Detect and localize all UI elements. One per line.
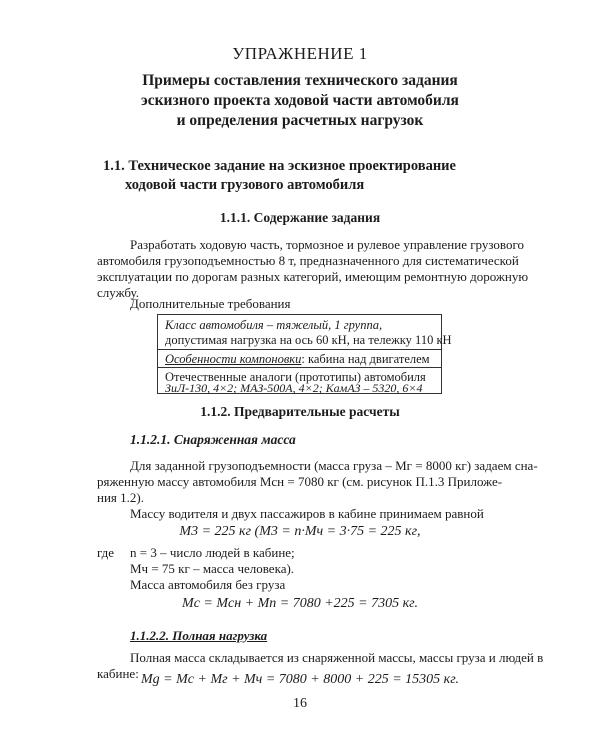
paragraph-line: кабине: (97, 666, 139, 681)
equation-total-mass: Mg = Mс + Mг + Mч = 7080 + 8000 + 225 = 15305 кг. (141, 672, 459, 687)
table-cell-analog-models: ЗиЛ-130, 4×2; МАЗ-500А, 4×2; КамАЗ – 5320, 6×4 (165, 381, 423, 395)
layout-label: Особенности компоновки (165, 352, 302, 366)
paragraph-line: Полная масса складывается из снаряженной массы, массы груза и людей в (130, 650, 544, 665)
equation-driver-mass: M3 = 225 кг (M3 = n·Mч = 3·75 = 225 кг, (179, 524, 421, 539)
paragraph-line: ряженную массу автомобиля Mсн = 7080 кг (см. рисунок П.1.3 Приложе- (97, 474, 503, 489)
title-line-1: Примеры составления технического задания (142, 72, 458, 89)
paragraph-line: Для заданной грузоподъемности (масса груза – Mг = 8000 кг) задаем сна- (130, 458, 538, 473)
section-1-1-heading-line-2: ходовой части грузового автомобиля (125, 177, 365, 193)
layout-value: : кабина над двигателем (301, 352, 430, 366)
table-cell-load: допустимая нагрузка на ось 60 кН, на тележку 110 кН (165, 333, 452, 347)
section-1-1-heading-line-1: 1.1. Техническое задание на эскизное проектирование (103, 158, 456, 174)
exercise-heading: УПРАЖНЕНИЕ 1 (232, 44, 368, 63)
table-cell-analogs: Отечественные аналоги (прототипы) автомобиля (165, 370, 426, 384)
title-line-3: и определения расчетных нагрузок (176, 112, 424, 129)
additional-requirements-label: Дополнительные требования (130, 296, 291, 311)
table-divider (158, 367, 441, 368)
table-divider (158, 349, 441, 350)
definition-mch: Mч = 75 кг – масса человека). (130, 561, 295, 576)
requirements-table (157, 314, 452, 395)
equation-mass-without-cargo: Mс = Mсн + Mп = 7080 +225 = 7305 кг. (182, 596, 418, 611)
table-cell-class: Класс автомобиля – тяжелый, 1 группа, (165, 318, 383, 332)
section-1-1-2-2-heading: 1.1.2.2. Полная нагрузка (130, 628, 268, 643)
paragraph-line: Масса автомобиля без груза (130, 577, 286, 592)
paragraph-line: эксплуатации по дорогам разных категорий, имеющим ремонтную дорожную (97, 269, 529, 284)
section-1-1-1-heading: 1.1.1. Содержание задания (219, 210, 381, 225)
page-number: 16 (293, 696, 307, 711)
where-label: где (97, 545, 115, 560)
definition-n: n = 3 – число людей в кабине; (130, 545, 295, 560)
paragraph-line: Массу водителя и двух пассажиров в кабине принимаем равной (130, 506, 484, 521)
paragraph-line: ния 1.2). (97, 490, 144, 505)
paragraph-line: службу. (97, 285, 139, 300)
title-line-2: эскизного проекта ходовой части автомобиля (141, 92, 459, 109)
paragraph-line: автомобиля грузоподъемностью 8 т, предназначенного для систематической (97, 253, 519, 268)
section-1-1-2-1-heading: 1.1.2.1. Снаряженная масса (130, 432, 296, 447)
paragraph-line: Разработать ходовую часть, тормозное и рулевое управление грузового (130, 237, 524, 252)
table-cell-layout (165, 352, 430, 367)
section-1-1-2-heading: 1.1.2. Предварительные расчеты (200, 404, 400, 419)
